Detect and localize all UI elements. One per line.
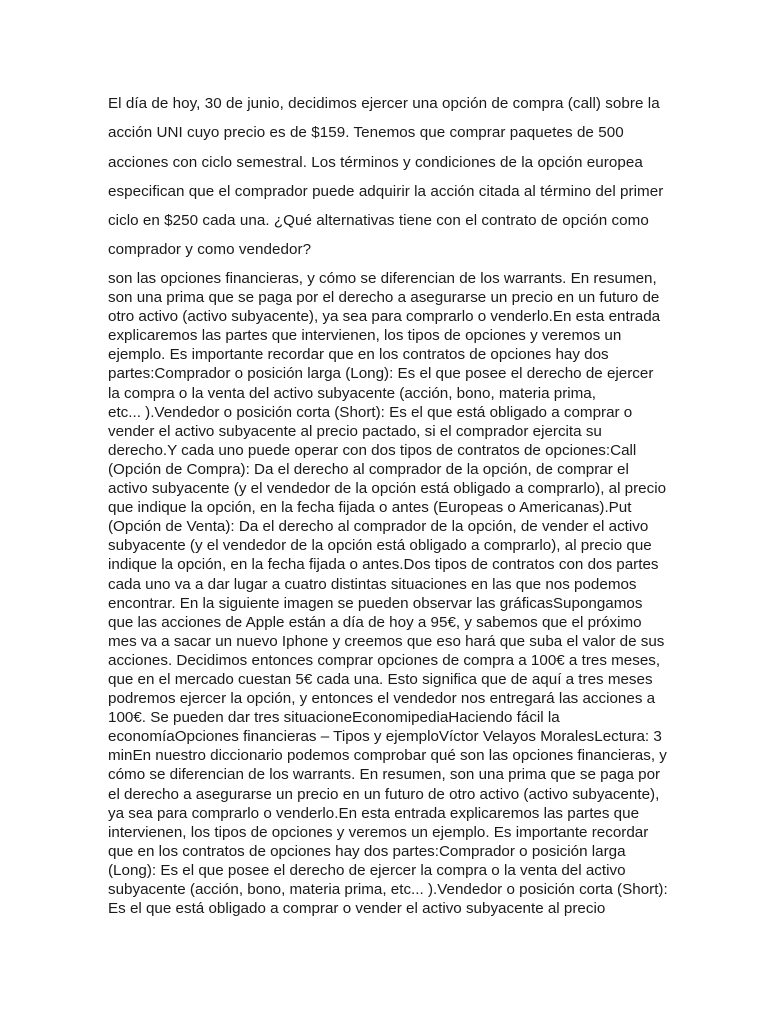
answer-line: son las opciones financieras, y cómo se diferencian de los warrants. En resumen, (108, 270, 657, 287)
answer-line: que las acciones de Apple están a día de hoy a 95€, y sabemos que el próximo (108, 613, 642, 631)
question-paragraph (108, 89, 668, 265)
answer-line: indique la opción, en la fecha fijada o antes.Dos tipos de contratos con dos partes (108, 556, 659, 574)
answer-line: encontrar. En la siguiente imagen se pueden observar las gráficasSupongamos (108, 594, 643, 612)
answer-line: economíaOpciones financieras – Tipos y ejemploVíctor Velayos MoralesLectura: 3 (108, 728, 662, 746)
answer-line: (Opción de Venta): Da el derecho al comprador de la opción, de vender el activo (108, 518, 649, 536)
answer-line: que indique la opción, en la fecha fijada o antes (Europeas o Americanas).Put (108, 499, 632, 517)
answer-line: Es el que está obligado a comprar o vender el activo subyacente al precio (108, 900, 606, 918)
question-line: ciclo en $250 cada una. ¿Qué alternativas tiene con el contrato de opción como (108, 212, 649, 230)
answer-line: cada uno va a dar lugar a cuatro distintas situaciones en las que nos podemos (108, 575, 637, 593)
answer-line: partes:Comprador o posición larga (Long): Es el que posee el derecho de ejercer (108, 365, 654, 383)
answer-line: el derecho a asegurarse un precio en un futuro de otro activo (activo subyacente), (108, 785, 660, 803)
answer-line: (Long): Es el que posee el derecho de ejercer la compra o la venta del activo (108, 861, 626, 879)
answer-line: cómo se diferencian de los warrants. En resumen, son una prima que se paga por (108, 766, 661, 784)
answer-line: (Opción de Compra): Da el derecho al comprador de la opción, de comprar el (108, 460, 629, 478)
answer-line: que en los contratos de opciones hay dos partes:Comprador o posición larga (108, 842, 626, 860)
answer-line: son una prima que se paga por el derecho a asegurarse un precio en un futuro de (108, 289, 660, 307)
question-line: El día de hoy, 30 de junio, decidimos ejercer una opción de compra (call) sobre la (108, 95, 660, 112)
answer-line: ya sea para comprarlo o venderlo.En esta entrada explicaremos las partes que (108, 804, 640, 822)
answer-line: podremos ejercer la opción, y entonces el vendedor nos entregará las acciones a (108, 690, 656, 708)
answer-line: minEn nuestro diccionario podemos comprobar qué son las opciones financieras, y (108, 747, 667, 765)
answer-line: intervienen, los tipos de opciones y veremos un ejemplo. Es importante recordar (108, 823, 649, 841)
question-line: comprador y como vendedor? (108, 241, 312, 259)
answer-line: ejemplo. Es importante recordar que en los contratos de opciones hay dos (108, 346, 609, 364)
answer-line: 100€. Se pueden dar tres situacioneEconomipediaHaciendo fácil la (108, 709, 560, 727)
answer-paragraph (108, 269, 668, 918)
answer-line: acciones. Decidimos entonces comprar opciones de compra a 100€ a tres meses, (108, 651, 661, 669)
answer-line: subyacente (y el vendedor de la opción está obligado a comprarlo), al precio que (108, 537, 652, 555)
answer-line: otro activo (activo subyacente), ya sea para comprarlo o venderlo.En esta entrada (108, 308, 661, 326)
answer-line: etc... ).Vendedor o posición corta (Short): Es el que está obligado a comprar o (108, 403, 633, 421)
answer-line: subyacente (acción, bono, materia prima, etc... ).Vendedor o posición corta (Short): (108, 881, 668, 898)
answer-line: explicaremos las partes que intervienen, los tipos de opciones y veremos un (108, 327, 622, 345)
answer-line: la compra o la venta del activo subyacente (acción, bono, materia prima, (108, 384, 596, 402)
question-line: acción UNI cuyo precio es de $159. Tenemos que comprar paquetes de 500 (108, 124, 624, 142)
question-line: especifican que el comprador puede adquirir la acción citada al término del primer (108, 182, 664, 200)
question-line: acciones con ciclo semestral. Los términos y condiciones de la opción europea (108, 153, 643, 171)
answer-line: mes va a sacar un nuevo Iphone y creemos que eso hará que suba el valor de sus (108, 632, 665, 650)
answer-line: vender el activo subyacente al precio pactado, si el comprador ejercita su (108, 422, 602, 440)
answer-line: derecho.Y cada uno puede operar con dos tipos de contratos de opciones:Call (108, 441, 637, 459)
answer-line: que en el mercado cuestan 5€ cada una. Esto significa que de aquí a tres meses (108, 670, 653, 688)
answer-line: activo subyacente (y el vendedor de la opción está obligado a comprarlo), al precio (108, 480, 667, 498)
